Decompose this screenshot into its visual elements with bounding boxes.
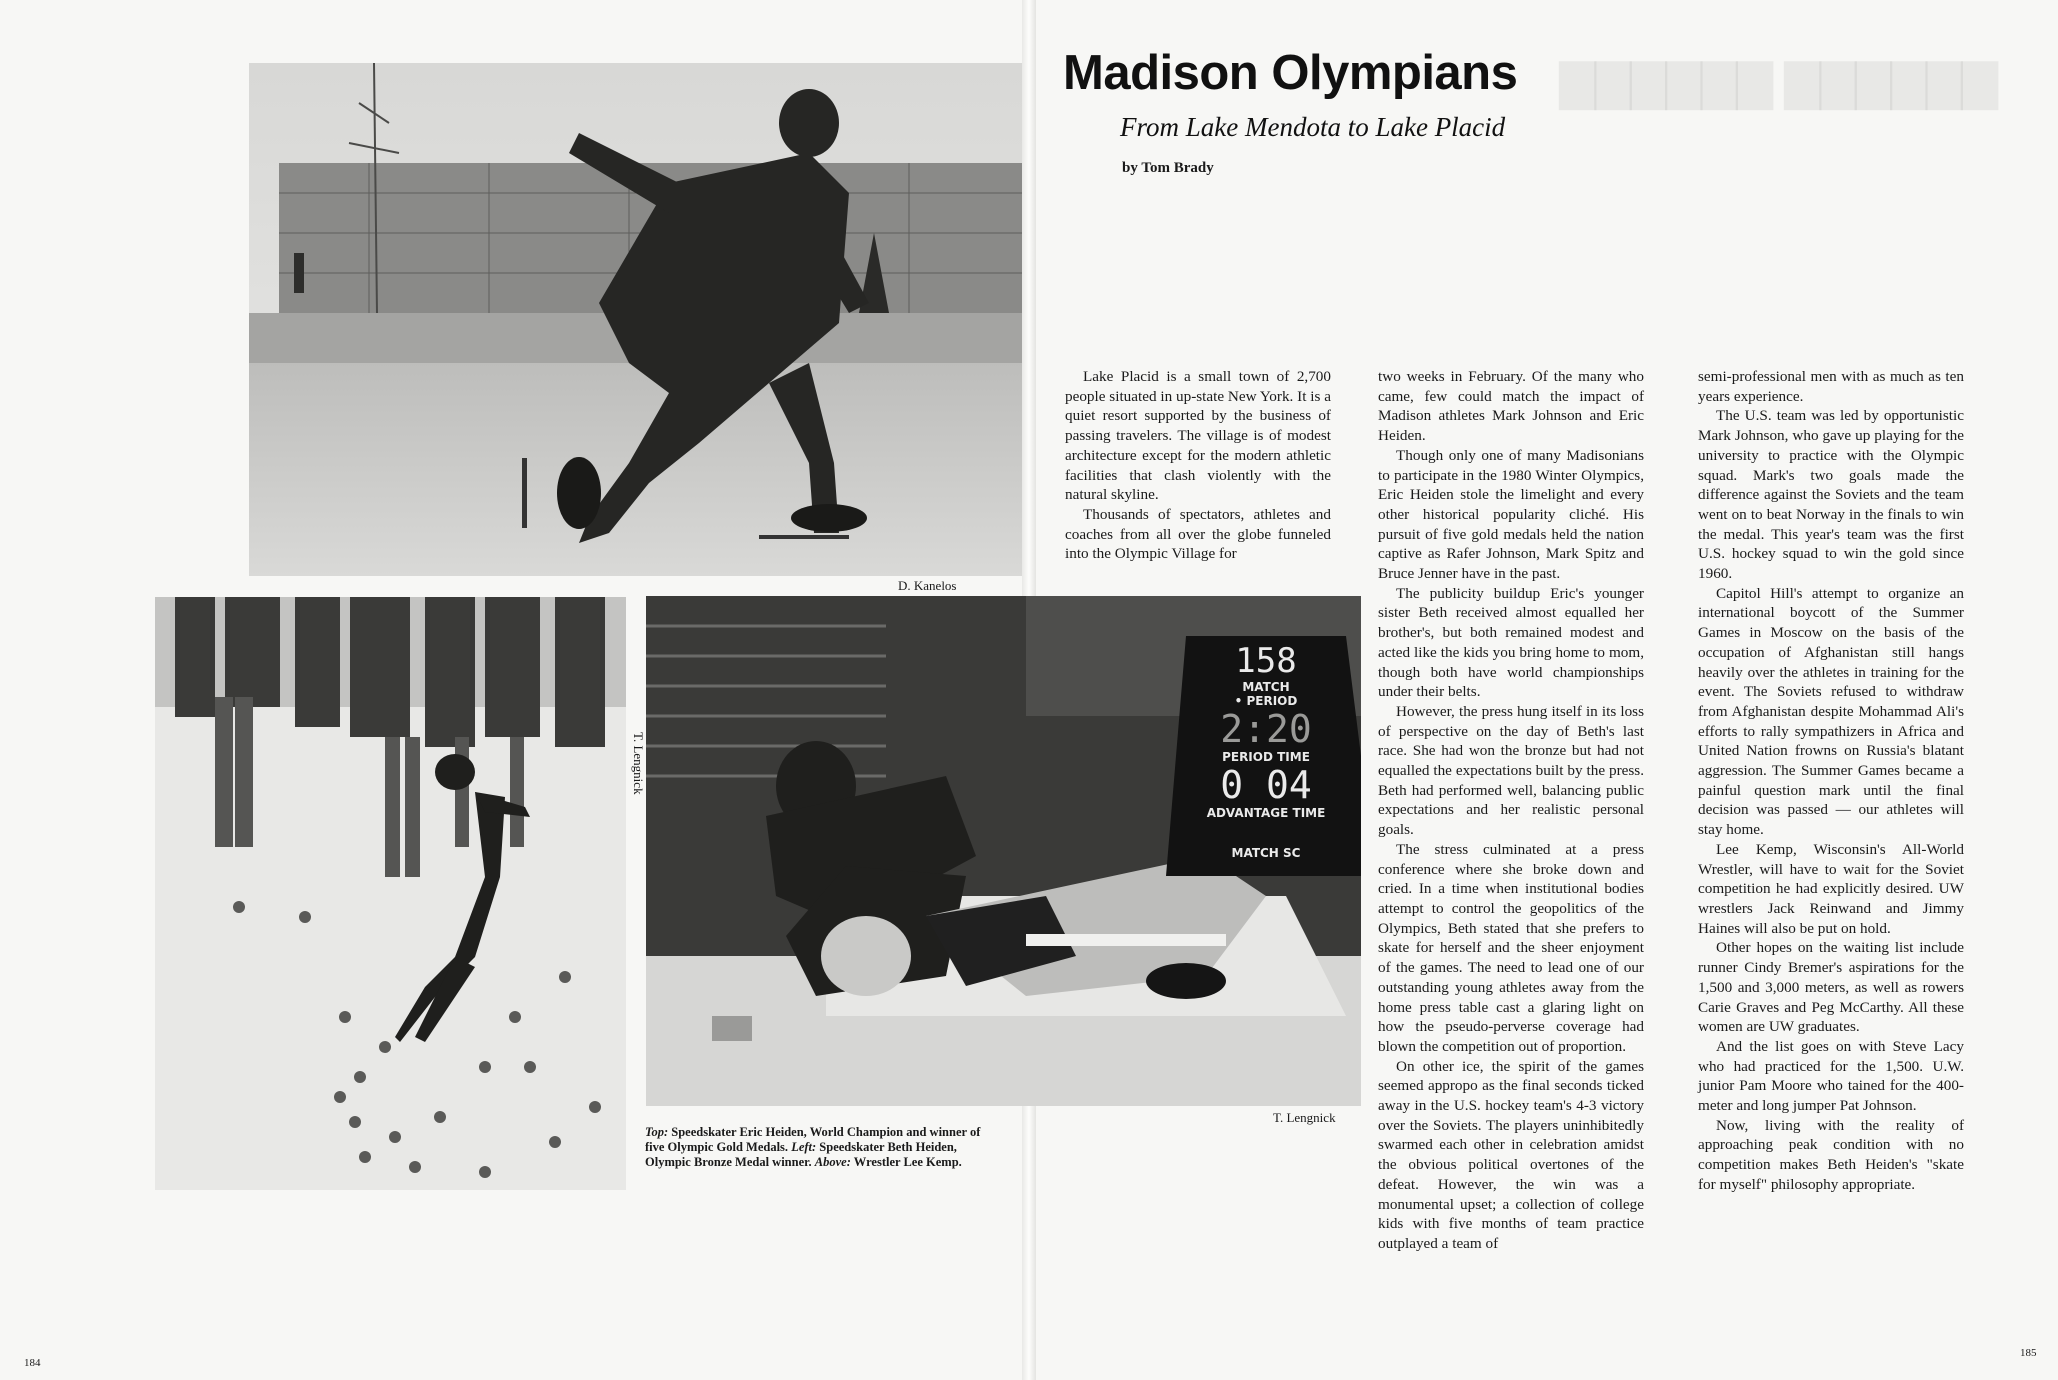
paragraph: two weeks in February. Of the many who came, few could match the impact of Madison athletes Mark Johnson and Eric Heiden. xyxy=(1378,368,1644,445)
scoreboard xyxy=(1176,636,1356,876)
paragraph: On other ice, the spirit of the games seemed appropo as the final seconds ticked away in the U.S. hockey team's 4-3 victory over the Soviets. The players uninhibitedly swarmed each other in celebration amidst the obvious political overtones of the defeat. However, the win was a monumental upset; a collection of college kids with five months of team practice outplayed a team of xyxy=(1378,1057,1644,1252)
caption-left-text: Speedskater Beth Heiden, Olympic Bronze Medal winner. xyxy=(645,1140,957,1169)
scoreboard-advantage-time: 0 04 xyxy=(1220,763,1312,807)
scoreboard-period-label: • PERIOD xyxy=(1234,694,1298,708)
scoreboard-advantage-label: ADVANTAGE TIME xyxy=(1206,806,1326,820)
paragraph: Now, living with the reality of approaching peak condition with no competition makes Beth Heiden's "skate for myself" philosophy appropriate. xyxy=(1698,1116,1964,1193)
article-subtitle: From Lake Mendota to Lake Placid xyxy=(1120,112,1506,142)
photo-credit-left: T. Lengnick xyxy=(631,732,646,795)
caption-top-text: Speedskater Eric Heiden, World Champion and winner of five Olympic Gold Medals. xyxy=(645,1125,981,1154)
scoreboard-match: 158 xyxy=(1235,641,1297,681)
paragraph: Though only one of many Madisonians to participate in the 1980 Winter Olympics, Eric Heiden stole the limelight and every other historical popularity cliché. His pursuit of five gold medals held the nation captive as Rafer Johnson, Mark Spitz and Bruce Jenner have in the past. xyxy=(1378,446,1644,583)
photo-credit-right: T. Lengnick xyxy=(1273,1110,1336,1125)
paragraph: Lake Placid is a small town of 2,700 people situated in up-state New York. It is a quiet resort supported by the business of passing travelers. The village is of modest architecture except for the modern athletic facilities that clash violently with the natural skyline. xyxy=(1065,368,1331,504)
paragraph: Other hopes on the waiting list include runner Cindy Bremer's aspirations for the 1,500 and 3,000 meters, as well as rowers Carie Graves and Peg McCarthy. All these women are UW graduates. xyxy=(1698,939,1964,1036)
paragraph: The U.S. team was led by opportunistic Mark Johnson, who gave up playing for the university to practice with the Olympic squad. Mark's two goals made the difference against the Soviets and the team went on to beat Norway in the finals to win the medal. This year's team was the first U.S. hockey squad to win the gold since 1960. xyxy=(1698,407,1964,583)
scoreboard-score-label: MATCH SC xyxy=(1231,846,1301,860)
body-column-1 xyxy=(1065,367,1331,564)
paragraph: Thousands of spectators, athletes and coaches from all over the globe funneled into the Olympic Village for xyxy=(1065,505,1331,563)
paragraph: And the list goes on with Steve Lacy who had practiced for the 1,500. U.W. junior Pam Moore who tained for the 400-meter and long jumper Pat Johnson. xyxy=(1698,1037,1964,1115)
page-number-left: 184 xyxy=(24,1357,41,1369)
body-column-3 xyxy=(1698,367,1964,1195)
article-title: Madison Olympians xyxy=(1063,46,1518,100)
scoreboard-period-time: 2:20 xyxy=(1220,707,1312,751)
photo-speedskater-beth xyxy=(155,597,626,1190)
photo-caption xyxy=(645,1125,997,1170)
scoreboard-match-label: MATCH xyxy=(1242,680,1290,694)
page-number-right: 185 xyxy=(2020,1347,2037,1359)
caption-above-text: Wrestler Lee Kemp. xyxy=(850,1155,962,1169)
scoreboard-period-time-label: PERIOD TIME xyxy=(1222,750,1310,764)
photo-credit-top: D. Kanelos xyxy=(898,578,957,593)
bleed-through-text: ▇▇▇▇▇▇ ▇▇▇▇▇▇ xyxy=(1560,56,1998,108)
body-column-2 xyxy=(1378,367,1644,1254)
paragraph: The publicity buildup Eric's younger sister Beth received almost equalled her brother's, but both remained modest and acted like the kids you bring home to mom, though both have world championships under their belts. xyxy=(1378,584,1644,701)
paragraph: semi-professional men with as much as ten years experience. xyxy=(1698,368,1964,405)
paragraph: The stress culminated at a press conference where she broke down and cried. In a time when institutional bodies attempt to control the geopolitics of the Olympics, Beth stated that she prefers to skate for herself and the sheer enjoyment of the games. The need to lead one of our outstanding young athletes away from the home press table cast a glaring light on how the pseudo-perverse coverage had blown the competition out of proportion. xyxy=(1378,840,1644,1055)
article-byline: by Tom Brady xyxy=(1122,160,1214,176)
photo-speedskater-eric xyxy=(249,63,1022,576)
caption-above-label: Above: xyxy=(814,1155,851,1169)
caption-top-label: Top: xyxy=(645,1125,669,1139)
caption-left-label: Left: xyxy=(791,1140,817,1154)
paragraph: Capitol Hill's attempt to organize an international boycott of the Summer Games in Moscow on the basis of the occupation of Afghanistan still hangs heavily over the athletes in training for the event. The Soviets refused to withdraw from Afghanistan despite Mohammad Ali's efforts to rally sympathizers in Africa and United Nation frowns on Russia's blatant aggression. The Summer Games became a painful question mark until the final decision was passed — our athletes will stay home. xyxy=(1698,584,1964,839)
photo-wrestler-kemp xyxy=(646,596,1361,1106)
paragraph: However, the press hung itself in its loss of perspective on the day of Beth's last race. She had won the bronze but had not equalled the expectations built by the press. Beth had performed well, balancing public expectations and her realistic personal goals. xyxy=(1378,702,1644,839)
paragraph: Lee Kemp, Wisconsin's All-World Wrestler, will have to wait for the Soviet competition he had explicitly desired. UW wrestlers Jack Reinwand and Jimmy Haines will also be put on hold. xyxy=(1698,840,1964,937)
